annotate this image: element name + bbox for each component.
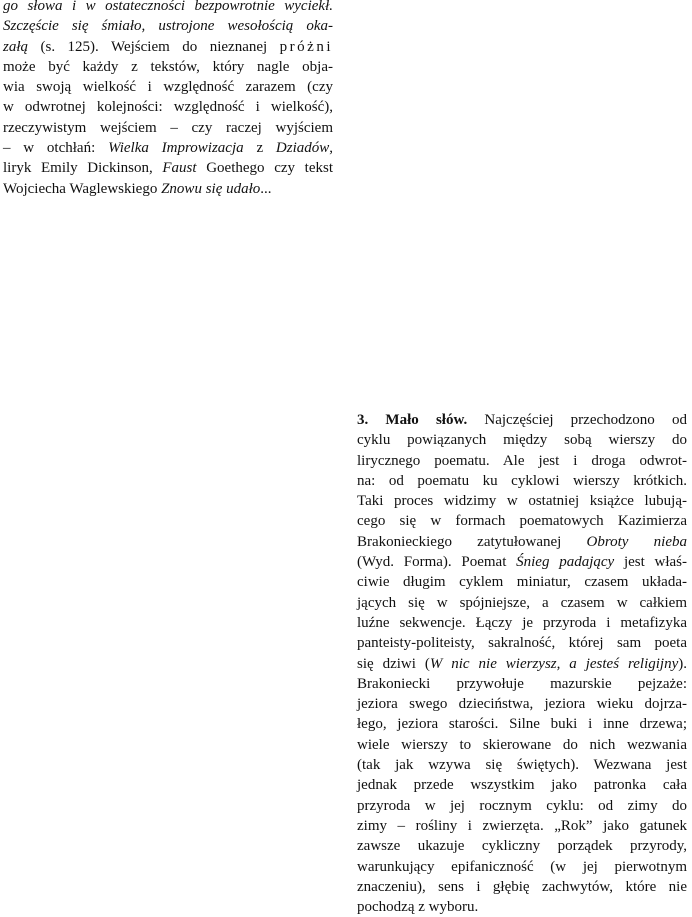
- italic-text: Znowu się udało: [161, 180, 261, 197]
- text-line: [357, 471, 687, 491]
- text-line: [357, 613, 687, 633]
- text-segment: pochodzą z wyboru.: [357, 899, 479, 916]
- italic-text: W nic nie wierzysz, a jesteś religijny: [429, 655, 679, 672]
- text-segment: zawsze ukazuje cykliczny porządek przyrody,: [357, 838, 687, 855]
- text-line: [357, 654, 687, 674]
- text-line: [3, 138, 333, 158]
- text-segment: cyklu powiązanych między sobą wierszy do: [357, 432, 687, 449]
- text-segment: przyroda w jej rocznym cyklu: od zimy do: [357, 797, 687, 814]
- text-line: [3, 179, 333, 199]
- text-line: [357, 491, 687, 511]
- text-segment: może być każdy z tekstów, który nagle obja-: [3, 58, 333, 75]
- italic-text: Dziadów: [275, 140, 330, 157]
- text-line: [357, 816, 687, 836]
- text-segment: rzeczywistym wejściem – czy raczej wyjściem: [3, 119, 333, 136]
- text-segment: (Wyd. Forma). Poemat: [357, 554, 517, 571]
- text-line: [3, 16, 333, 36]
- text-line: [3, 97, 333, 117]
- text-segment: wiele wierszy to skierowane do nich wezwania: [357, 736, 687, 753]
- text-segment: Brakoniecki przywołuje mazurskie pejzaże:: [357, 675, 687, 692]
- text-line: [357, 714, 687, 734]
- text-line: [357, 877, 687, 897]
- text-segment: w odwrotnej kolejności: względność i wielkość),: [3, 99, 333, 116]
- text-line: [357, 430, 687, 450]
- text-segment: (tak jak wzywa się świętych). Wezwana jest: [357, 757, 687, 774]
- text-line: [357, 572, 687, 592]
- text-segment: ...: [260, 180, 272, 197]
- text-segment: cego się w formach poematowych Kazimierza: [357, 513, 687, 530]
- text-segment: Wojciecha Waglewskiego: [3, 180, 162, 197]
- left-text-column: [3, 0, 333, 199]
- text-line: [357, 836, 687, 856]
- text-segment: ).: [678, 655, 687, 672]
- text-segment: znaczeniu), sens i głębię zachwytów, które nie: [357, 878, 687, 895]
- text-line: [357, 796, 687, 816]
- text-line: [357, 694, 687, 714]
- text-segment: ,: [329, 140, 333, 157]
- italic-text: załą: [3, 38, 29, 55]
- text-line: [3, 158, 333, 178]
- text-segment: liryk Emily Dickinson,: [3, 160, 163, 177]
- italic-text: go słowa i w ostateczności bezpowrotnie wyciekł.: [3, 0, 333, 14]
- text-segment: jących się w spójniejsze, a czasem w całkiem: [357, 594, 687, 611]
- italic-text: Szczęście się śmiało, ustrojone wesołością oka-: [3, 18, 333, 35]
- text-line: [3, 118, 333, 138]
- text-segment: zimy – rośliny i zwierzęta. „Rok” jako gatunek: [357, 817, 687, 834]
- text-line: [357, 511, 687, 531]
- text-line: [357, 532, 687, 552]
- text-segment: na: od poematu ku cyklowi wierszy krótkich.: [357, 472, 687, 489]
- text-line: [3, 57, 333, 77]
- text-segment: luźne sekwencje. Łączy je przyroda i metafizyka: [357, 614, 687, 631]
- text-line: [357, 674, 687, 694]
- text-line: [3, 37, 333, 57]
- text-line: [357, 897, 687, 917]
- text-segment: Brakonieckiego zatytułowanej: [357, 533, 587, 550]
- italic-text: Śnieg padający: [516, 554, 615, 571]
- text-segment: warunkujący epifaniczność (w jej pierwotnym: [357, 858, 687, 875]
- text-line: [357, 552, 687, 572]
- text-segment: jeziora swego dzieciństwa, jeziora wieku dojrza-: [357, 696, 687, 713]
- text-line: [3, 0, 333, 16]
- text-segment: próżni: [279, 38, 333, 55]
- text-segment: ciwie długim cyklem miniatur, czasem układa-: [357, 574, 687, 591]
- italic-text: Obroty nieba: [586, 533, 688, 550]
- text-line: [357, 857, 687, 877]
- text-line: [357, 735, 687, 755]
- text-segment: lirycznego poematu. Ale jest i droga odwrot-: [357, 452, 687, 469]
- text-segment: Goethego czy tekst: [196, 160, 333, 177]
- italic-text: Faust: [162, 160, 197, 177]
- text-segment: się dziwi (: [357, 655, 430, 672]
- text-line: [357, 451, 687, 471]
- right-text-column: [357, 410, 687, 917]
- text-segment: Najczęściej przechodzono od: [467, 412, 687, 428]
- text-line: [357, 775, 687, 795]
- text-line: [357, 593, 687, 613]
- italic-text: Wielka Improwizacja: [108, 140, 244, 157]
- text-line: [357, 755, 687, 775]
- text-segment: panteisty-politeisty, sakralność, której sam poeta: [357, 635, 687, 652]
- section-heading: 3. Mało słów.: [357, 412, 468, 428]
- text-segment: (s. 125). Wejściem do nieznanej: [28, 38, 280, 55]
- text-segment: łego, jeziora starości. Silne buki i inne drzewa;: [357, 716, 687, 733]
- text-segment: wia swoją wielkość i względność zarazem (czy: [3, 79, 333, 96]
- text-line: [3, 77, 333, 97]
- text-segment: Taki proces widzimy w ostatniej książce lubują-: [357, 493, 687, 510]
- text-segment: jest właś-: [614, 554, 688, 571]
- text-segment: jednak przede wszystkim jako patronka cała: [357, 777, 687, 794]
- text-line: [357, 410, 687, 430]
- text-segment: z: [243, 140, 276, 157]
- text-line: [357, 633, 687, 653]
- text-segment: – w otchłań:: [3, 140, 109, 157]
